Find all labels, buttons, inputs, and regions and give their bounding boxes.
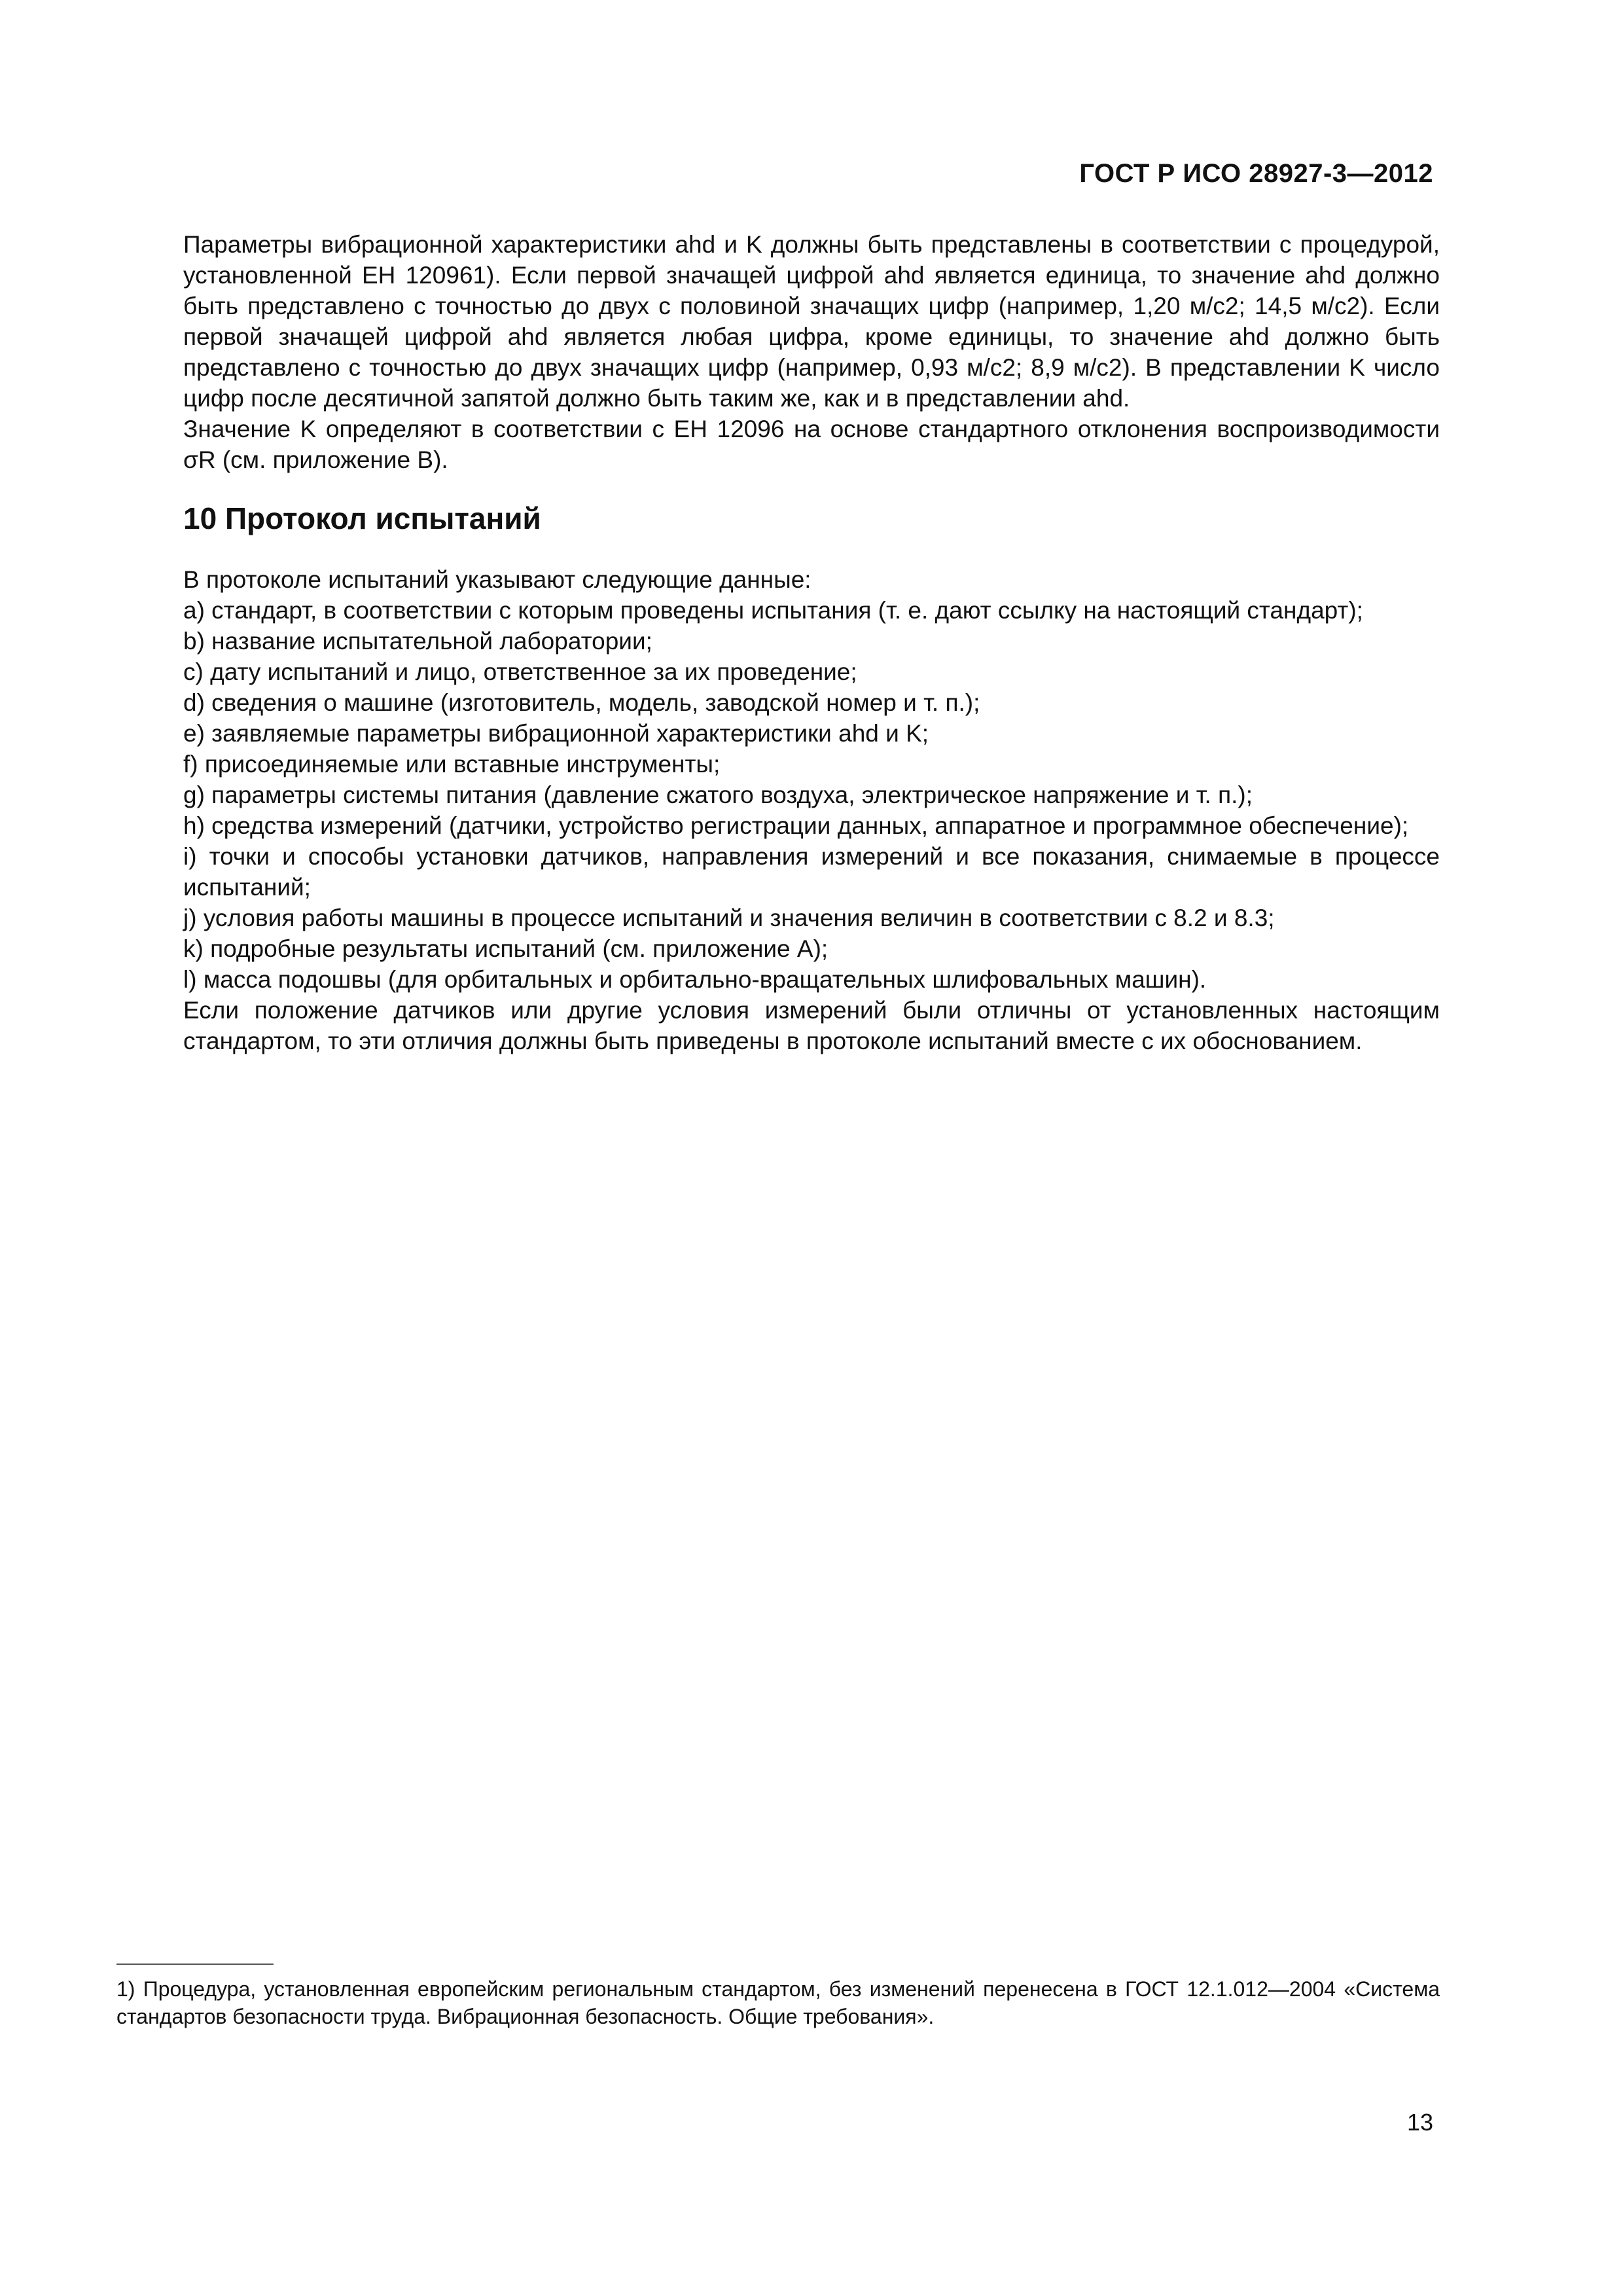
page-number: 13 (1406, 2109, 1433, 2136)
section-heading: 10 Протокол испытаний (183, 501, 541, 535)
list-item-k: k) подробные результаты испытаний (см. приложение А); (183, 935, 829, 962)
document-code-header: ГОСТ Р ИСО 28927-3—2012 (1079, 159, 1433, 188)
closing-paragraph: Если положение датчиков или другие условия измерений были отличны от установленных настоящим стандартом, то эти отличия должны быть приведены в протоколе испытаний вместе с их обоснованием. (183, 997, 1440, 1054)
list-item-h: h) средства измерений (датчики, устройство регистрации данных, аппаратное и программное обеспечение); (183, 812, 1409, 839)
list-item-e: e) заявляемые параметры вибрационной характеристики ahd и K; (183, 720, 929, 747)
list-item-c: c) дату испытаний и лицо, ответственное за их проведение; (183, 658, 857, 685)
list-item-a: a) стандарт, в соответствии с которым проведены испытания (т. е. дают ссылку на настоящий стандарт); (183, 597, 1363, 624)
section-lead: В протоколе испытаний указывают следующие данные: (183, 566, 812, 593)
paragraph-k-value: Значение K определяют в соответствии с ЕН 12096 на основе стандартного отклонения воспроизводимости σR (см. приложение В). (183, 416, 1440, 473)
footnote: 1) Процедура, установленная европейским региональным стандартом, без изменений перенесена в ГОСТ 12.1.012—2004 «Система стандартов безопасности труда. Вибрационная безопасность. Общие требования». (116, 1977, 1440, 2028)
main-text (183, 229, 1440, 1056)
list-item-b: b) название испытательной лаборатории; (183, 628, 652, 655)
list-item-i: i) точки и способы установки датчиков, направления измерений и все показания, снимаемые в процессе испытаний; (183, 843, 1440, 901)
paragraph-vibration-parameters: Параметры вибрационной характеристики ahd и K должны быть представлены в соответствии с процедурой, установленной ЕН 120961). Если первой значащей цифрой ahd является единица, то значение ahd должно быть представлено с точностью до двух с половиной значащих цифр (например, 1,20 м/с2; 14,5 м/с2). Если первой значащей цифрой ahd является любая цифра, кроме единицы, то значение ahd должно быть представлено с точностью до двух значащих цифр (например, 0,93 м/с2; 8,9 м/с2). В представлении K число цифр после десятичной запятой должно быть таким же, как и в представлении ahd. (183, 231, 1440, 412)
list-item-d: d) сведения о машине (изготовитель, модель, заводской номер и т. п.); (183, 689, 980, 716)
footnote-separator (116, 1964, 274, 1965)
list-item-j: j) условия работы машины в процессе испытаний и значения величин в соответствии с 8.2 и 8.3; (183, 905, 1275, 931)
list-item-f: f) присоединяемые или вставные инструменты; (183, 751, 721, 778)
list-item-g: g) параметры системы питания (давление сжатого воздуха, электрическое напряжение и т. п.); (183, 781, 1253, 808)
list-item-l: l) масса подошвы (для орбитальных и орбитально-вращательных шлифовальных машин). (183, 966, 1207, 993)
